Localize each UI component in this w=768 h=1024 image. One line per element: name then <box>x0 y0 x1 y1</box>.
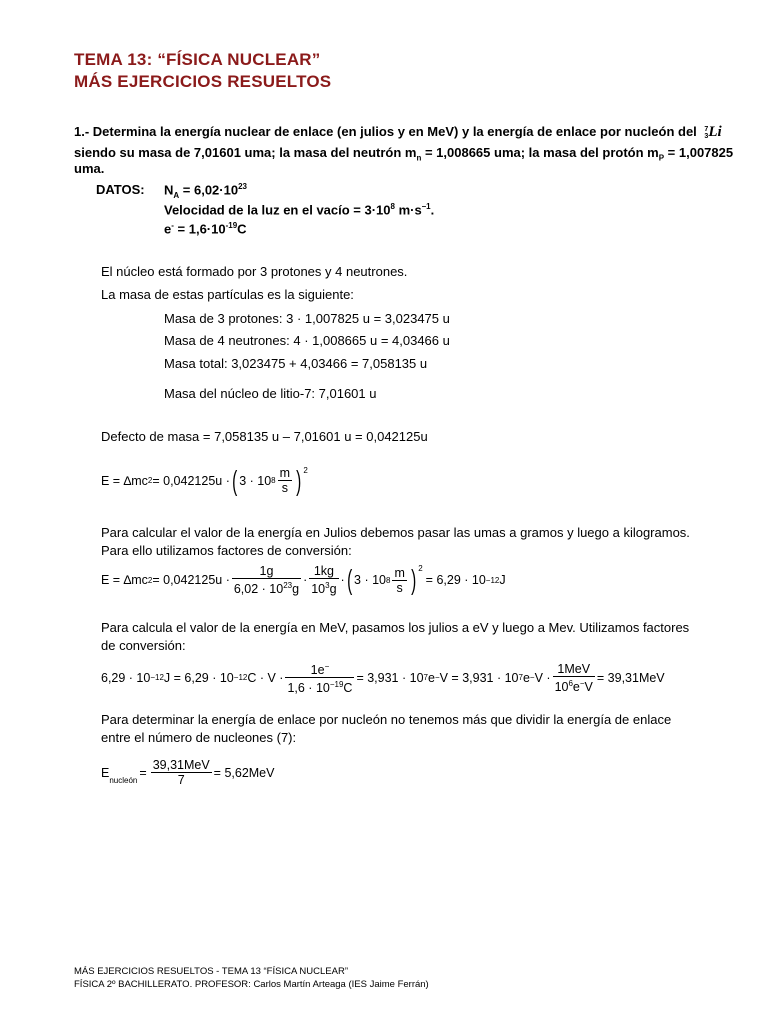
equation-energy-mev <box>101 660 665 695</box>
solution-p1: El núcleo está formado por 3 protones y 4 neutrones. <box>101 264 408 279</box>
eq1-left: E = ∆mc <box>101 473 148 488</box>
eq4-sub: nucleón <box>109 776 138 785</box>
equation-energy-per-nucleon <box>101 758 274 787</box>
eq2-left: E = ∆mc <box>101 573 148 588</box>
eq1-c-exp: 8 <box>271 476 276 485</box>
equation-energy-joules <box>101 564 506 596</box>
eq1-c: 3 · 10 <box>239 473 272 488</box>
eq3-a: 6,29 · 10 <box>101 670 151 685</box>
den-exp: 23 <box>283 581 293 590</box>
eq4-e: E <box>101 765 110 780</box>
fraction-m-s <box>278 466 292 495</box>
e-sup: - <box>171 221 174 230</box>
footer-line2: FÍSICA 2º BACHILLERATO. PROFESOR: Carlos Martín Arteaga (IES Jaime Ferrán) <box>74 979 429 990</box>
den-exp: 3 <box>325 581 330 590</box>
solution-p3: Para calcular el valor de la energía en Julios debemos pasar las umas a gramos y luego a kilogramos. <box>101 525 690 540</box>
eq3-d-e: e <box>522 670 530 685</box>
na-exp: 23 <box>238 182 247 191</box>
eq2-sq: 2 <box>147 575 153 585</box>
equation-energy-mc2 <box>101 466 308 495</box>
datos-avogadro <box>164 182 247 200</box>
eq2-c: 3 · 10 <box>354 573 387 588</box>
den-unit: g <box>329 582 337 597</box>
num-sup: − <box>324 662 330 671</box>
frac-num: m <box>279 466 291 480</box>
right-paren: ) <box>296 464 302 496</box>
nuclide-atomic-number: 3 <box>704 132 709 140</box>
mass-defect: Defecto de masa = 7,058135 u – 7,01601 u = 0,042125u <box>101 429 428 444</box>
frac-den <box>285 677 354 695</box>
solution-p8: entre el número de nucleones (7): <box>101 730 297 745</box>
eq2-result-unit: J <box>499 573 506 588</box>
left-paren: ( <box>346 564 352 596</box>
problem-statement-line2 <box>74 145 733 163</box>
problem-statement-line1 <box>74 124 722 141</box>
na-prefix: N <box>164 182 174 198</box>
dot: · <box>303 573 308 588</box>
eq4-result: = 5,62MeV <box>213 765 275 780</box>
solution-p6: de conversión: <box>101 638 186 653</box>
problem-text: Determina la energía nuclear de enlace (en julios y en MeV) y la energía de enlace por nucleón del <box>92 124 697 139</box>
eq2-result: = 6,29 · 10 <box>425 573 486 588</box>
frac-num <box>285 660 354 677</box>
eq1-square: 2 <box>303 466 308 475</box>
mass-protons: Masa de 3 protones: 3 · 1,007825 u = 3,023475 u <box>164 311 450 326</box>
sub-p: P <box>658 153 665 163</box>
dot: · <box>340 573 345 588</box>
eq3-b-exp: −12 <box>233 673 248 683</box>
eq3-d-v: V · <box>534 670 551 685</box>
den-text: 10 <box>554 679 569 694</box>
fraction-kg-per-g <box>309 564 338 596</box>
e-value: = 1,6·10 <box>173 221 226 237</box>
e-prefix: e <box>164 221 172 237</box>
eq3-a-unit: J = 6,29 · 10 <box>163 670 234 685</box>
fraction-mev-per-ev <box>553 662 595 694</box>
datos-electron-charge <box>164 221 247 236</box>
frac-den <box>232 578 301 596</box>
frac-den: s <box>392 580 406 595</box>
page-title: TEMA 13: “FÍSICA NUCLEAR” <box>74 50 321 69</box>
mass-nucleus: Masa del núcleo de litio-7: 7,01601 u <box>164 386 377 401</box>
nuclide-symbol: Li <box>708 124 722 140</box>
solution-p4: Para ello utilizamos factores de conversión: <box>101 543 352 558</box>
den-unit: C <box>343 681 353 696</box>
page-subtitle: MÁS EJERCICIOS RESUELTOS <box>74 72 332 91</box>
frac-num: 1kg <box>313 564 334 578</box>
solution-p7: Para determinar la energía de enlace por nucleón no tenemos más que dividir la energía de enlace <box>101 712 672 727</box>
den-exp: 6 <box>568 678 573 688</box>
eq3-b-unit: C · V · <box>247 670 284 685</box>
fraction-e-per-c <box>285 660 354 695</box>
frac-num: 39,31MeV <box>152 758 210 772</box>
den-e: e <box>572 679 580 694</box>
fraction-g-per-u <box>232 564 301 596</box>
den-unit: g <box>292 582 300 597</box>
eq3-result: = 39,31MeV <box>596 670 665 685</box>
equals: = <box>139 765 147 780</box>
den-e-sup: − <box>579 678 585 688</box>
den-text: 10 <box>311 582 326 597</box>
c-end: . <box>430 202 435 218</box>
den-text: 1,6 · 10 <box>287 681 330 696</box>
footer-line1: MÁS EJERCICIOS RESUELTOS - TEMA 13 “FÍSICA NUCLEAR” <box>74 966 348 977</box>
e-exp: -19 <box>225 221 238 230</box>
eq2-c-exp: 8 <box>386 575 391 585</box>
eq3-c-e: e <box>427 670 435 685</box>
frac-den <box>553 676 595 694</box>
na-sub: A <box>173 190 180 200</box>
den-text: 6,02 · 10 <box>233 582 284 597</box>
right-paren: ) <box>410 564 417 596</box>
eq3-c-e-sup: − <box>434 673 440 683</box>
nuclide-mass-number: 7 <box>704 125 709 133</box>
sub-n: n <box>416 153 422 163</box>
solution-p2: La masa de estas partículas es la siguiente: <box>101 287 354 302</box>
solution-p5: Para calcula el valor de la energía en MeV, pasamos los julios a eV y luego a Mev. Utilizamos factores <box>101 620 690 635</box>
frac-den: 7 <box>151 772 212 787</box>
frac-num: 1MeV <box>557 661 591 676</box>
den-v: V <box>584 679 593 694</box>
eq2-square: 2 <box>418 564 423 573</box>
eq3-d-e-sup: − <box>529 673 535 683</box>
c-unit: m·s <box>394 202 422 218</box>
frac-den <box>309 578 338 596</box>
frac-num: 1g <box>259 564 274 578</box>
problem-text-a: siendo su masa de 7,01601 uma; la masa del neutrón m <box>74 145 417 160</box>
eq1-sq: 2 <box>147 476 153 485</box>
fraction-nucleon <box>151 758 212 787</box>
problem-statement-line3: uma. <box>74 161 105 176</box>
c-exp: 8 <box>390 202 395 211</box>
problem-text-b: = 1,008665 uma; la masa del protón m <box>421 145 659 160</box>
datos-light-speed <box>164 202 434 217</box>
c-text: Velocidad de la luz en el vacío = 3·10 <box>164 202 391 218</box>
datos-label: DATOS: <box>96 182 145 197</box>
frac-den: s <box>278 480 292 495</box>
c-unit-exp: –1 <box>421 202 431 211</box>
den-exp: −19 <box>329 680 344 690</box>
eq3-c-exp: 7 <box>423 673 428 683</box>
e-unit: C <box>237 221 247 237</box>
eq3-c-v: V = 3,931 · 10 <box>439 670 519 685</box>
eq2-mid: = 0,042125u · <box>152 573 230 588</box>
problem-number: 1.- <box>74 124 90 139</box>
eq3-c: = 3,931 · 10 <box>356 670 424 685</box>
eq3-d-exp: 7 <box>518 673 523 683</box>
num-text: 1e <box>310 663 325 678</box>
eq1-mid: = 0,042125u · <box>152 473 230 488</box>
problem-text-c: = 1,007825 <box>664 145 734 160</box>
mass-total: Masa total: 3,023475 + 4,03466 = 7,058135 u <box>164 356 428 371</box>
eq3-a-exp: −12 <box>150 673 164 683</box>
frac-num: m <box>394 565 405 580</box>
mass-neutrons: Masa de 4 neutrones: 4 · 1,008665 u = 4,03466 u <box>164 333 450 348</box>
na-value: = 6,02·10 <box>179 182 239 198</box>
fraction-m-s <box>392 566 406 595</box>
left-paren: ( <box>231 464 238 496</box>
eq2-result-exp: −12 <box>485 575 500 585</box>
